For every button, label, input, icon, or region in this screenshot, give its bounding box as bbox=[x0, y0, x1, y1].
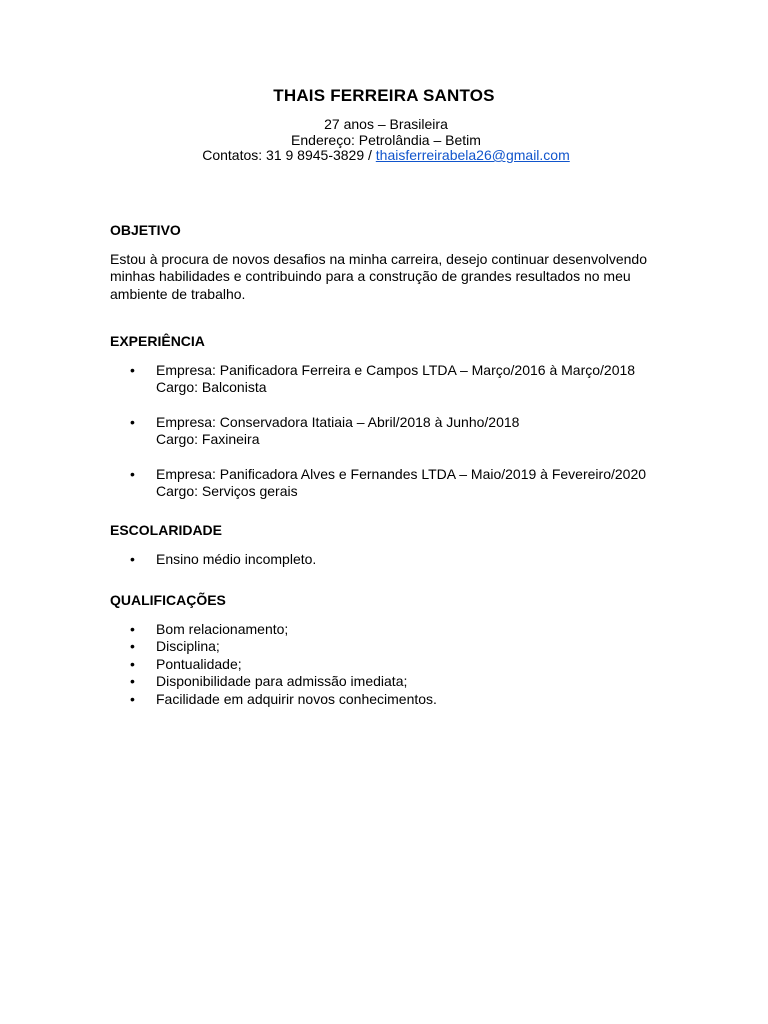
education-item bbox=[110, 551, 670, 569]
education-list bbox=[110, 551, 670, 569]
qualification-text: Facilidade em adquirir novos conhecimentos. bbox=[156, 690, 437, 707]
qualification-item bbox=[110, 673, 670, 691]
qualifications-title: QUALIFICAÇÕES bbox=[110, 592, 226, 608]
objective-line: ambiente de trabalho. bbox=[110, 285, 246, 302]
education-title: ESCOLARIDADE bbox=[110, 522, 223, 538]
qualification-text: Disciplina; bbox=[156, 638, 220, 654]
bullet: • bbox=[130, 690, 135, 707]
objective-line: minhas habilidades e contribuindo para a construção de grandes resultados no meu bbox=[110, 268, 631, 284]
experience-item bbox=[110, 362, 670, 397]
bullet: • bbox=[130, 620, 135, 637]
experience-item bbox=[110, 414, 670, 449]
bullet: • bbox=[130, 550, 135, 567]
experience-company: Empresa: Panificadora Alves e Fernandes LTDA – Maio/2019 à Fevereiro/2020 bbox=[156, 465, 647, 482]
email-link[interactable]: thaisferreirabela26@gmail.com bbox=[375, 147, 570, 163]
experience-title: EXPERIÊNCIA bbox=[110, 333, 205, 349]
qualification-item bbox=[110, 691, 670, 709]
education-section bbox=[110, 522, 670, 568]
candidate-name: THAIS FERREIRA SANTOS bbox=[273, 86, 495, 105]
bullet: • bbox=[130, 413, 135, 430]
experience-section bbox=[110, 333, 670, 501]
qualifications-section bbox=[110, 592, 670, 708]
objective-text bbox=[110, 251, 665, 304]
experience-company: Empresa: Panificadora Ferreira e Campos LTDA – Março/2016 à Março/2018 bbox=[156, 361, 636, 378]
experience-item bbox=[110, 466, 670, 501]
contacts-line bbox=[0, 148, 768, 164]
bullet: • bbox=[130, 361, 135, 378]
experience-company: Empresa: Conservadora Itatiaia – Abril/2018 à Junho/2018 bbox=[156, 413, 520, 430]
qualification-item bbox=[110, 656, 670, 674]
objective-section bbox=[110, 222, 670, 303]
bullet: • bbox=[130, 655, 135, 672]
contacts-phone: Contatos: 31 9 8945-3829 / bbox=[202, 147, 376, 163]
address: Endereço: Petrolândia – Betim bbox=[291, 131, 481, 148]
objective-line: Estou à procura de novos desafios na minha carreira, desejo continuar desenvolvendo bbox=[110, 250, 647, 267]
bullet: • bbox=[130, 638, 135, 654]
education-text: Ensino médio incompleto. bbox=[156, 550, 317, 567]
qualification-text: Bom relacionamento; bbox=[156, 620, 289, 637]
objective-title: OBJETIVO bbox=[110, 222, 181, 238]
age-nationality: 27 anos – Brasileira bbox=[324, 116, 448, 132]
bullet: • bbox=[130, 465, 135, 482]
contact-block bbox=[0, 117, 768, 164]
experience-role: Cargo: Faxineira bbox=[156, 431, 260, 447]
qualification-item bbox=[110, 621, 670, 639]
qualification-text: Disponibilidade para admissão imediata; bbox=[156, 673, 408, 689]
qualifications-list bbox=[110, 621, 670, 709]
experience-role: Cargo: Balconista bbox=[156, 379, 267, 395]
qualification-text: Pontualidade; bbox=[156, 655, 242, 672]
experience-role: Cargo: Serviços gerais bbox=[156, 483, 298, 499]
bullet: • bbox=[130, 673, 135, 689]
qualification-item bbox=[110, 638, 670, 656]
experience-list bbox=[110, 362, 670, 501]
